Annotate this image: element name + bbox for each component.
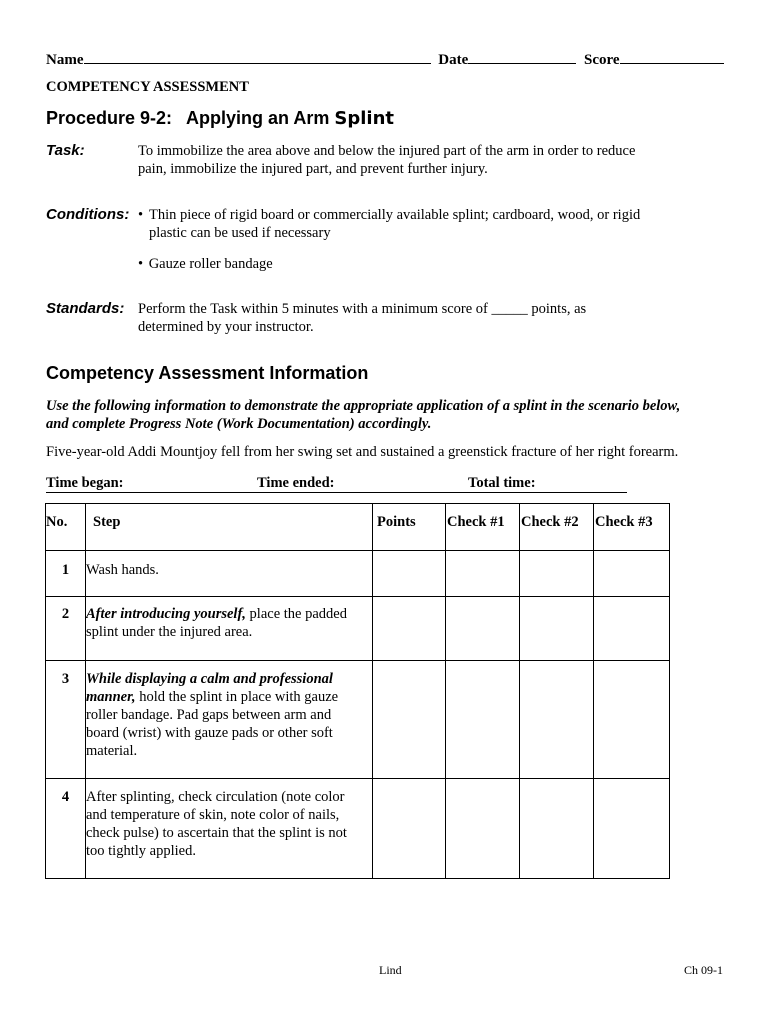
step-line: hold the splint in place with gauze: [135, 689, 339, 705]
procedure-title-splint: Splint: [334, 108, 394, 129]
header-check-3: Check #3: [594, 504, 670, 551]
check-2-cell[interactable]: [520, 661, 594, 779]
bullet: •: [138, 256, 144, 272]
table-header-row: [46, 504, 670, 551]
step-text: [86, 551, 373, 597]
time-ended-label: Time ended:: [257, 475, 335, 491]
step-line: After splinting, check circulation (note color: [86, 789, 345, 805]
standards-line-2: determined by your instructor.: [138, 319, 314, 335]
header-no: No.: [46, 504, 86, 551]
check-3-cell[interactable]: [594, 597, 670, 661]
check-3-cell[interactable]: [594, 661, 670, 779]
task-line-2: pain, immobilize the injured part, and prevent further injury.: [138, 161, 488, 177]
step-line: check pulse) to ascertain that the splint is not: [86, 825, 347, 841]
table-row: [46, 551, 670, 597]
conditions-item-1: [138, 206, 641, 241]
check-1-cell[interactable]: [446, 661, 520, 779]
conditions-label: Conditions:: [46, 206, 130, 223]
time-ended[interactable]: [257, 475, 468, 493]
scenario-text: Five-year-old Addi Mountjoy fell from her swing set and sustained a greenstick fracture of her right forearm.: [46, 444, 679, 460]
step-number: 2: [46, 597, 86, 661]
name-label: Name: [46, 52, 84, 68]
conditions-item-2-text: Gauze roller bandage: [148, 256, 273, 272]
conditions-item-2: [138, 255, 273, 273]
standards-line-1b: points, as: [527, 301, 587, 317]
time-began-label: Time began:: [46, 475, 124, 491]
total-time[interactable]: [468, 475, 627, 493]
check-3-cell[interactable]: [594, 779, 670, 879]
task-text: [138, 142, 635, 178]
assessment-label: COMPETENCY ASSESSMENT: [46, 79, 249, 95]
instructions-line-1: Use the following information to demonstrate the appropriate application of a splint in the scenario below,: [46, 398, 681, 414]
check-2-cell[interactable]: [520, 779, 594, 879]
standards-text: [138, 300, 586, 336]
points-cell[interactable]: [373, 551, 446, 597]
check-1-cell[interactable]: [446, 551, 520, 597]
step-line: Wash hands.: [86, 562, 159, 578]
table-row: [46, 779, 670, 879]
instructions-line-2: and complete Progress Note (Work Documentation) accordingly.: [46, 416, 432, 432]
task-line-1: To immobilize the area above and below the injured part of the arm in order to reduce: [138, 143, 636, 159]
bullet: •: [138, 207, 144, 223]
step-line: too tightly applied.: [86, 843, 196, 859]
footer-author: Lind: [379, 963, 402, 977]
instructions: [46, 397, 680, 433]
check-1-cell[interactable]: [446, 779, 520, 879]
step-number: 3: [46, 661, 86, 779]
steps-table: [45, 503, 670, 879]
points-cell[interactable]: [373, 779, 446, 879]
step-line: board (wrist) with gauze pads or other soft: [86, 725, 333, 741]
date-label: Date: [438, 52, 469, 68]
step-text: [86, 779, 373, 879]
score-label: Score: [584, 52, 620, 68]
step-text: [86, 661, 373, 779]
step-line: roller bandage. Pad gaps between arm and: [86, 707, 332, 723]
score-field[interactable]: [620, 48, 724, 64]
step-number: 1: [46, 551, 86, 597]
step-text: [86, 597, 373, 661]
table-row: [46, 597, 670, 661]
time-began[interactable]: [46, 475, 257, 493]
check-3-cell[interactable]: [594, 551, 670, 597]
procedure-title-text: Applying an Arm: [186, 108, 335, 128]
step-emphasis: After introducing yourself,: [86, 606, 246, 622]
procedure-number: Procedure 9-2:: [46, 108, 173, 128]
header-check-2: Check #2: [520, 504, 594, 551]
header-points: Points: [373, 504, 446, 551]
conditions-item-1-line-2: plastic can be used if necessary: [149, 225, 331, 241]
date-field[interactable]: [468, 48, 576, 64]
step-line: place the padded: [245, 606, 347, 622]
footer-chapter: Ch 09-1: [684, 963, 723, 977]
task-label: Task:: [46, 142, 85, 159]
step-line: and temperature of skin, note color of nails,: [86, 807, 340, 823]
standards-label: Standards:: [46, 300, 125, 317]
step-emphasis: manner,: [86, 689, 136, 705]
standards-line-1a: Perform the Task within 5 minutes with a minimum score of: [138, 301, 492, 317]
points-cell[interactable]: [373, 661, 446, 779]
header-fields: [46, 48, 726, 69]
header-check-1: Check #1: [446, 504, 520, 551]
step-emphasis: While displaying a calm and professional: [86, 671, 333, 687]
check-2-cell[interactable]: [520, 551, 594, 597]
check-2-cell[interactable]: [520, 597, 594, 661]
table-row: [46, 661, 670, 779]
step-line: material.: [86, 743, 138, 759]
total-time-label: Total time:: [468, 475, 536, 491]
header-step: Step: [86, 504, 373, 551]
conditions-item-1-line-1: Thin piece of rigid board or commercially available splint; cardboard, wood, or rigid: [149, 207, 641, 223]
info-heading: Competency Assessment Information: [46, 363, 369, 383]
check-1-cell[interactable]: [446, 597, 520, 661]
procedure-title: [46, 108, 394, 129]
time-row: [46, 475, 627, 493]
points-cell[interactable]: [373, 597, 446, 661]
step-line: splint under the injured area.: [86, 624, 253, 640]
standards-points-blank[interactable]: _____: [491, 301, 528, 317]
name-field[interactable]: [84, 48, 431, 64]
step-number: 4: [46, 779, 86, 879]
